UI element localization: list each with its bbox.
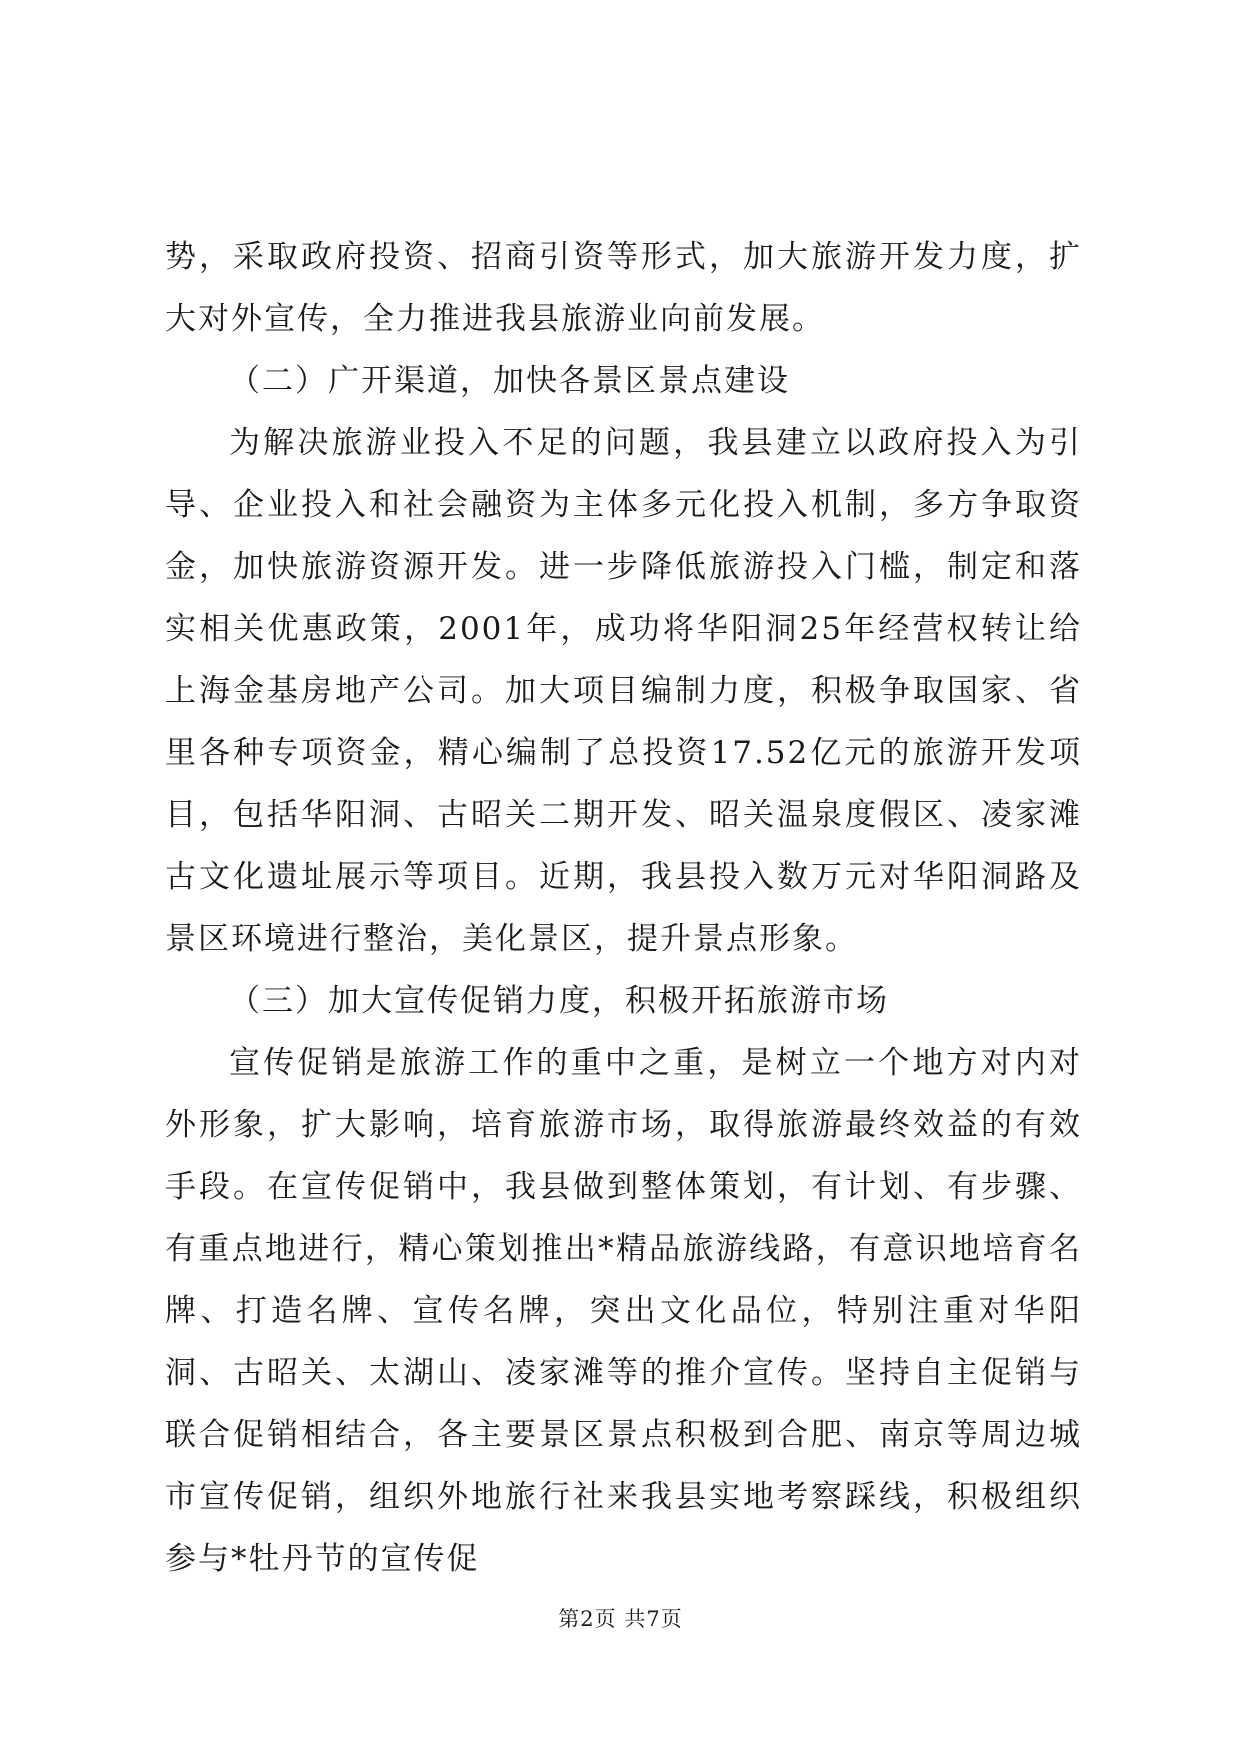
paragraph-section-3: 宣传促销是旅游工作的重中之重，是树立一个地方对内对外形象，扩大影响，培育旅游市场，取得旅游最终效益的有效手段。在宣传促销中，我县做到整体策划，有计划、有步骤、有重点地进行，精心策划推出*精品旅游线路，有意识地培育名牌、打造名牌、宣传名牌，突出文化品位，特别注重对华阳洞、古昭关、太湖山、凌家滩等的推介宣传。坚持自主促销与联合促销相结合，各主要景区景点积极到合肥、南京等周边城市宣传促销，组织外地旅行社来我县实地考察踩线，积极组织参与*牡丹节的宣传促 (165, 1045, 1082, 1577)
paragraph-continuation: 势，采取政府投资、招商引资等形式，加大旅游开发力度，扩大对外宣传，全力推进我县旅游业向前发展。 (165, 239, 1082, 337)
page-footer: 第2页 共7页 (558, 1607, 683, 1631)
section-heading-3: （三）加大宣传促销力度，积极开拓旅游市场 (229, 983, 889, 1019)
document-body (165, 226, 1082, 1590)
paragraph-section-2: 为解决旅游业投入不足的问题，我县建立以政府投入为引导、企业投入和社会融资为主体多元化投入机制，多方争取资金，加快旅游资源开发。进一步降低旅游投入门槛，制定和落实相关优惠政策，2001年，成功将华阳洞25年经营权转让给上海金基房地产公司。加大项目编制力度，积极争取国家、省里各种专项资金，精心编制了总投资17.52亿元的旅游开发项目，包括华阳洞、古昭关二期开发、昭关温泉度假区、凌家滩古文化遗址展示等项目。近期，我县投入数万元对华阳洞路及景区环境进行整治，美化景区，提升景点形象。 (165, 425, 1082, 957)
section-heading-2: （二）广开渠道，加快各景区景点建设 (229, 363, 790, 399)
